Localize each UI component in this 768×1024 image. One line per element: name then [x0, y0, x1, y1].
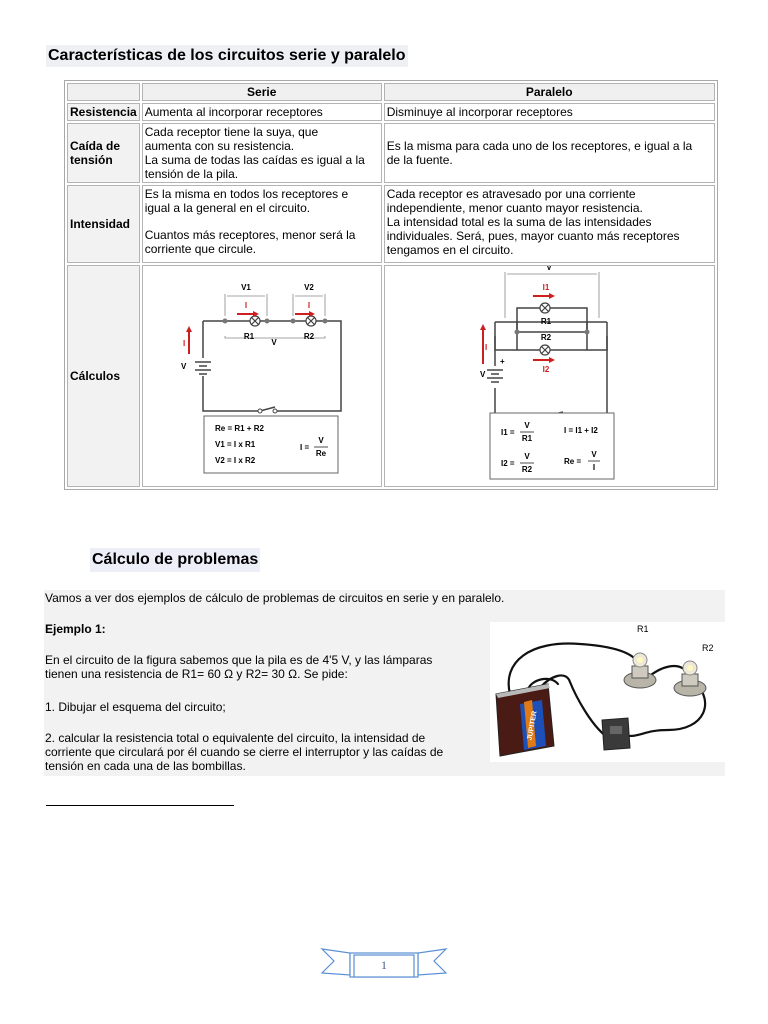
row-caida — [67, 123, 715, 183]
row-label-calculos: Cálculos — [67, 265, 140, 487]
label-v2: V2 — [303, 283, 314, 292]
section-title-calculo: Cálculo de problemas — [90, 548, 260, 572]
formula-re-num: V — [591, 450, 597, 459]
example-1-statement: En el circuito de la figura sabemos que la pila es de 4'5 V, y las lámparas tienen una resistencia de R1= 60 Ω y R2= 30 Ω. Se pide: — [45, 653, 433, 681]
formula-i1-num: V — [524, 421, 530, 430]
label-v1: V1 — [240, 283, 251, 292]
label-source-plus: + — [499, 357, 505, 366]
section-title-caracteristicas: Características de los circuitos serie y paralelo — [46, 45, 408, 67]
page-number-badge — [320, 945, 448, 981]
label-v-total: V — [546, 266, 552, 272]
row-calculos — [67, 265, 715, 487]
example-1-block — [44, 622, 725, 776]
formula-re-den: I — [592, 463, 595, 472]
parallel-circuit-diagram — [387, 266, 712, 486]
label-r2: R2 — [540, 333, 551, 342]
formula-i2-num: V — [524, 452, 530, 461]
label-r1: R1 — [540, 317, 551, 326]
example-1-task-2: 2. calcular la resistencia total o equivalente del circuito, la intensidad de corriente que circulará por él cuando se cierre el interruptor y las caídas de tensión en cada una de las bombillas. — [45, 731, 444, 773]
switch — [602, 718, 630, 750]
photo-label-r1: R1 — [637, 624, 649, 634]
row-label-intensidad: Intensidad — [67, 185, 140, 263]
comparison-table — [64, 80, 718, 490]
example-1-task-1: 1. Dibujar el esquema del circuito; — [45, 700, 226, 714]
row-resistencia — [67, 103, 715, 121]
label-r1: R1 — [243, 332, 254, 341]
header-empty — [67, 83, 140, 101]
cell-calculos-serie — [142, 265, 382, 487]
label-source-i: I — [182, 339, 185, 348]
example-1-heading: Ejemplo 1: — [45, 622, 106, 636]
cell-caida-paralelo: Es la misma para cada uno de los receptores, e igual a la de la fuente. — [384, 123, 715, 183]
label-source-i: I — [484, 343, 487, 352]
intro-paragraph: Vamos a ver dos ejemplos de cálculo de problemas de circuitos en serie y en paralelo. — [44, 590, 725, 622]
table-header-row — [67, 83, 715, 101]
cell-resistencia-serie: Aumenta al incorporar receptores — [142, 103, 382, 121]
label-i-r2: I — [307, 301, 310, 310]
formula-i1-den: R1 — [521, 434, 532, 443]
formula-re: Re = R1 + R2 — [214, 424, 264, 433]
header-serie: Serie — [142, 83, 382, 101]
row-label-resistencia: Resistencia — [67, 103, 140, 121]
cell-calculos-paralelo — [384, 265, 715, 487]
formula-i-num: V — [318, 436, 324, 445]
formula-i-den: Re — [315, 449, 326, 458]
formula-v2: V2 = I x R2 — [214, 456, 255, 465]
page-number: 1 — [381, 958, 387, 972]
header-paralelo: Paralelo — [384, 83, 715, 101]
battery — [496, 684, 554, 756]
formula-i2-lhs: I2 = — [500, 459, 515, 468]
label-i2: I2 — [542, 365, 550, 374]
battery-brand: JUPITER — [526, 710, 539, 741]
label-v-total: V — [271, 338, 277, 347]
formula-i2-den: R2 — [521, 465, 532, 474]
cell-intensidad-paralelo: Cada receptor es atravesado por una corriente independiente, menor cuanto mayor resistencia. La intensidad total es la suma de las intensidades individuales. Será, pues, mayor cuanto más receptores tengamos en el circuito. — [384, 185, 715, 263]
series-circuit-diagram — [145, 266, 379, 486]
footnote-separator — [46, 805, 234, 806]
photo-label-r2: R2 — [702, 643, 714, 653]
formula-re-lhs: Re = — [563, 457, 581, 466]
circuit-photo — [490, 622, 725, 762]
row-label-caida: Caída de tensión — [67, 123, 140, 183]
label-i-r1: I — [244, 301, 247, 310]
formula-i1-lhs: I1 = — [500, 428, 515, 437]
formula-i-sum: I = I1 + I2 — [563, 426, 598, 435]
label-source-v: V — [180, 362, 187, 371]
cell-resistencia-paralelo: Disminuye al incorporar receptores — [384, 103, 715, 121]
label-i1: I1 — [542, 283, 550, 292]
cell-intensidad-serie: Es la misma en todos los receptores e igual a la general en el circuito. Cuantos más receptores, menor será la corriente que circule. — [142, 185, 382, 263]
row-intensidad — [67, 185, 715, 263]
label-source-v: V — [479, 370, 486, 379]
label-r2: R2 — [303, 332, 314, 341]
cell-caida-serie: Cada receptor tiene la suya, que aumenta con su resistencia. La suma de todas las caídas es igual a la tensión de la pila. — [142, 123, 382, 183]
formula-i-lhs: I = — [299, 443, 309, 452]
formula-v1: V1 = I x R1 — [214, 440, 255, 449]
circuit-photo-illustration — [490, 622, 725, 762]
